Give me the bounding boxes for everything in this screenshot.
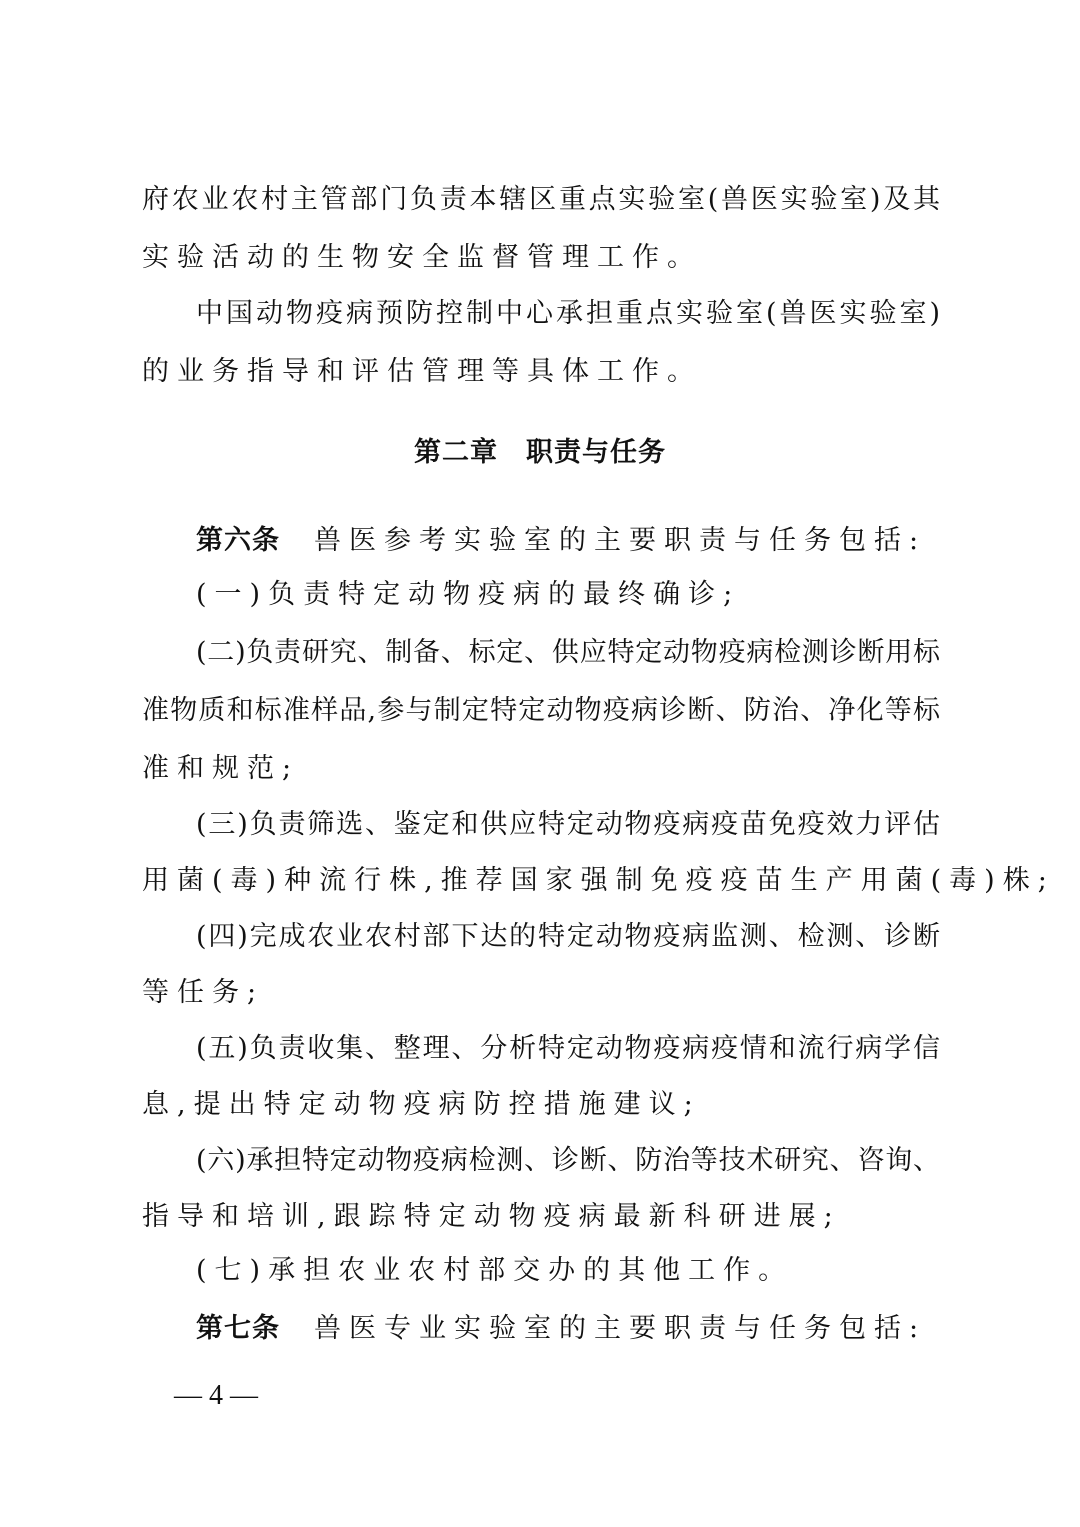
article-7-text: 兽医专业实验室的主要职责与任务包括: <box>314 1313 927 1344</box>
item-line: 息,提出特定动物疫病防控措施建议; <box>142 1089 701 1120</box>
chapter-number: 第二章 <box>414 437 498 468</box>
article-6-label: 第六条 <box>196 525 280 556</box>
article-7-line <box>196 1304 940 1354</box>
article-7-label: 第七条 <box>196 1313 280 1344</box>
page-number: — 4 — <box>174 1380 258 1411</box>
body-line: 府农业农村主管部门负责本辖区重点实验室(兽医实验室)及其 <box>142 184 940 215</box>
item-line: 准物质和标准样品,参与制定特定动物疫病诊断、防治、净化等标 <box>142 695 940 726</box>
body-line: 中国动物疫病预防控制中心承担重点实验室(兽医实验室) <box>196 298 940 329</box>
item-line: (二)负责研究、制备、标定、供应特定动物疫病检测诊断用标 <box>196 637 940 668</box>
item-line: (一)负责特定动物疫病的最终确诊; <box>196 579 741 610</box>
item-line: (四)完成农业农村部下达的特定动物疫病监测、检测、诊断 <box>196 921 940 952</box>
article-6-line <box>196 516 940 566</box>
item-line: (七)承担农业农村部交办的其他工作。 <box>196 1255 794 1286</box>
item-line: 等任务; <box>142 977 265 1008</box>
body-line: 实验活动的生物安全监督管理工作。 <box>142 242 702 273</box>
article-6-text: 兽医参考实验室的主要职责与任务包括: <box>314 525 927 556</box>
chapter-title: 职责与任务 <box>526 437 666 468</box>
item-line: (六)承担特定动物疫病检测、诊断、防治等技术研究、咨询、 <box>196 1145 940 1176</box>
item-line: 用菌(毒)种流行株,推荐国家强制免疫疫苗生产用菌(毒)株; <box>142 865 1055 896</box>
item-line: (五)负责收集、整理、分析特定动物疫病疫情和流行病学信 <box>196 1033 940 1064</box>
chapter-heading <box>0 428 1080 478</box>
item-line: 指导和培训,跟踪特定动物疫病最新科研进展; <box>142 1201 841 1232</box>
item-line: 准和规范; <box>142 753 300 784</box>
body-line: 的业务指导和评估管理等具体工作。 <box>142 356 702 387</box>
item-line: (三)负责筛选、鉴定和供应特定动物疫病疫苗免疫效力评估 <box>196 809 940 840</box>
